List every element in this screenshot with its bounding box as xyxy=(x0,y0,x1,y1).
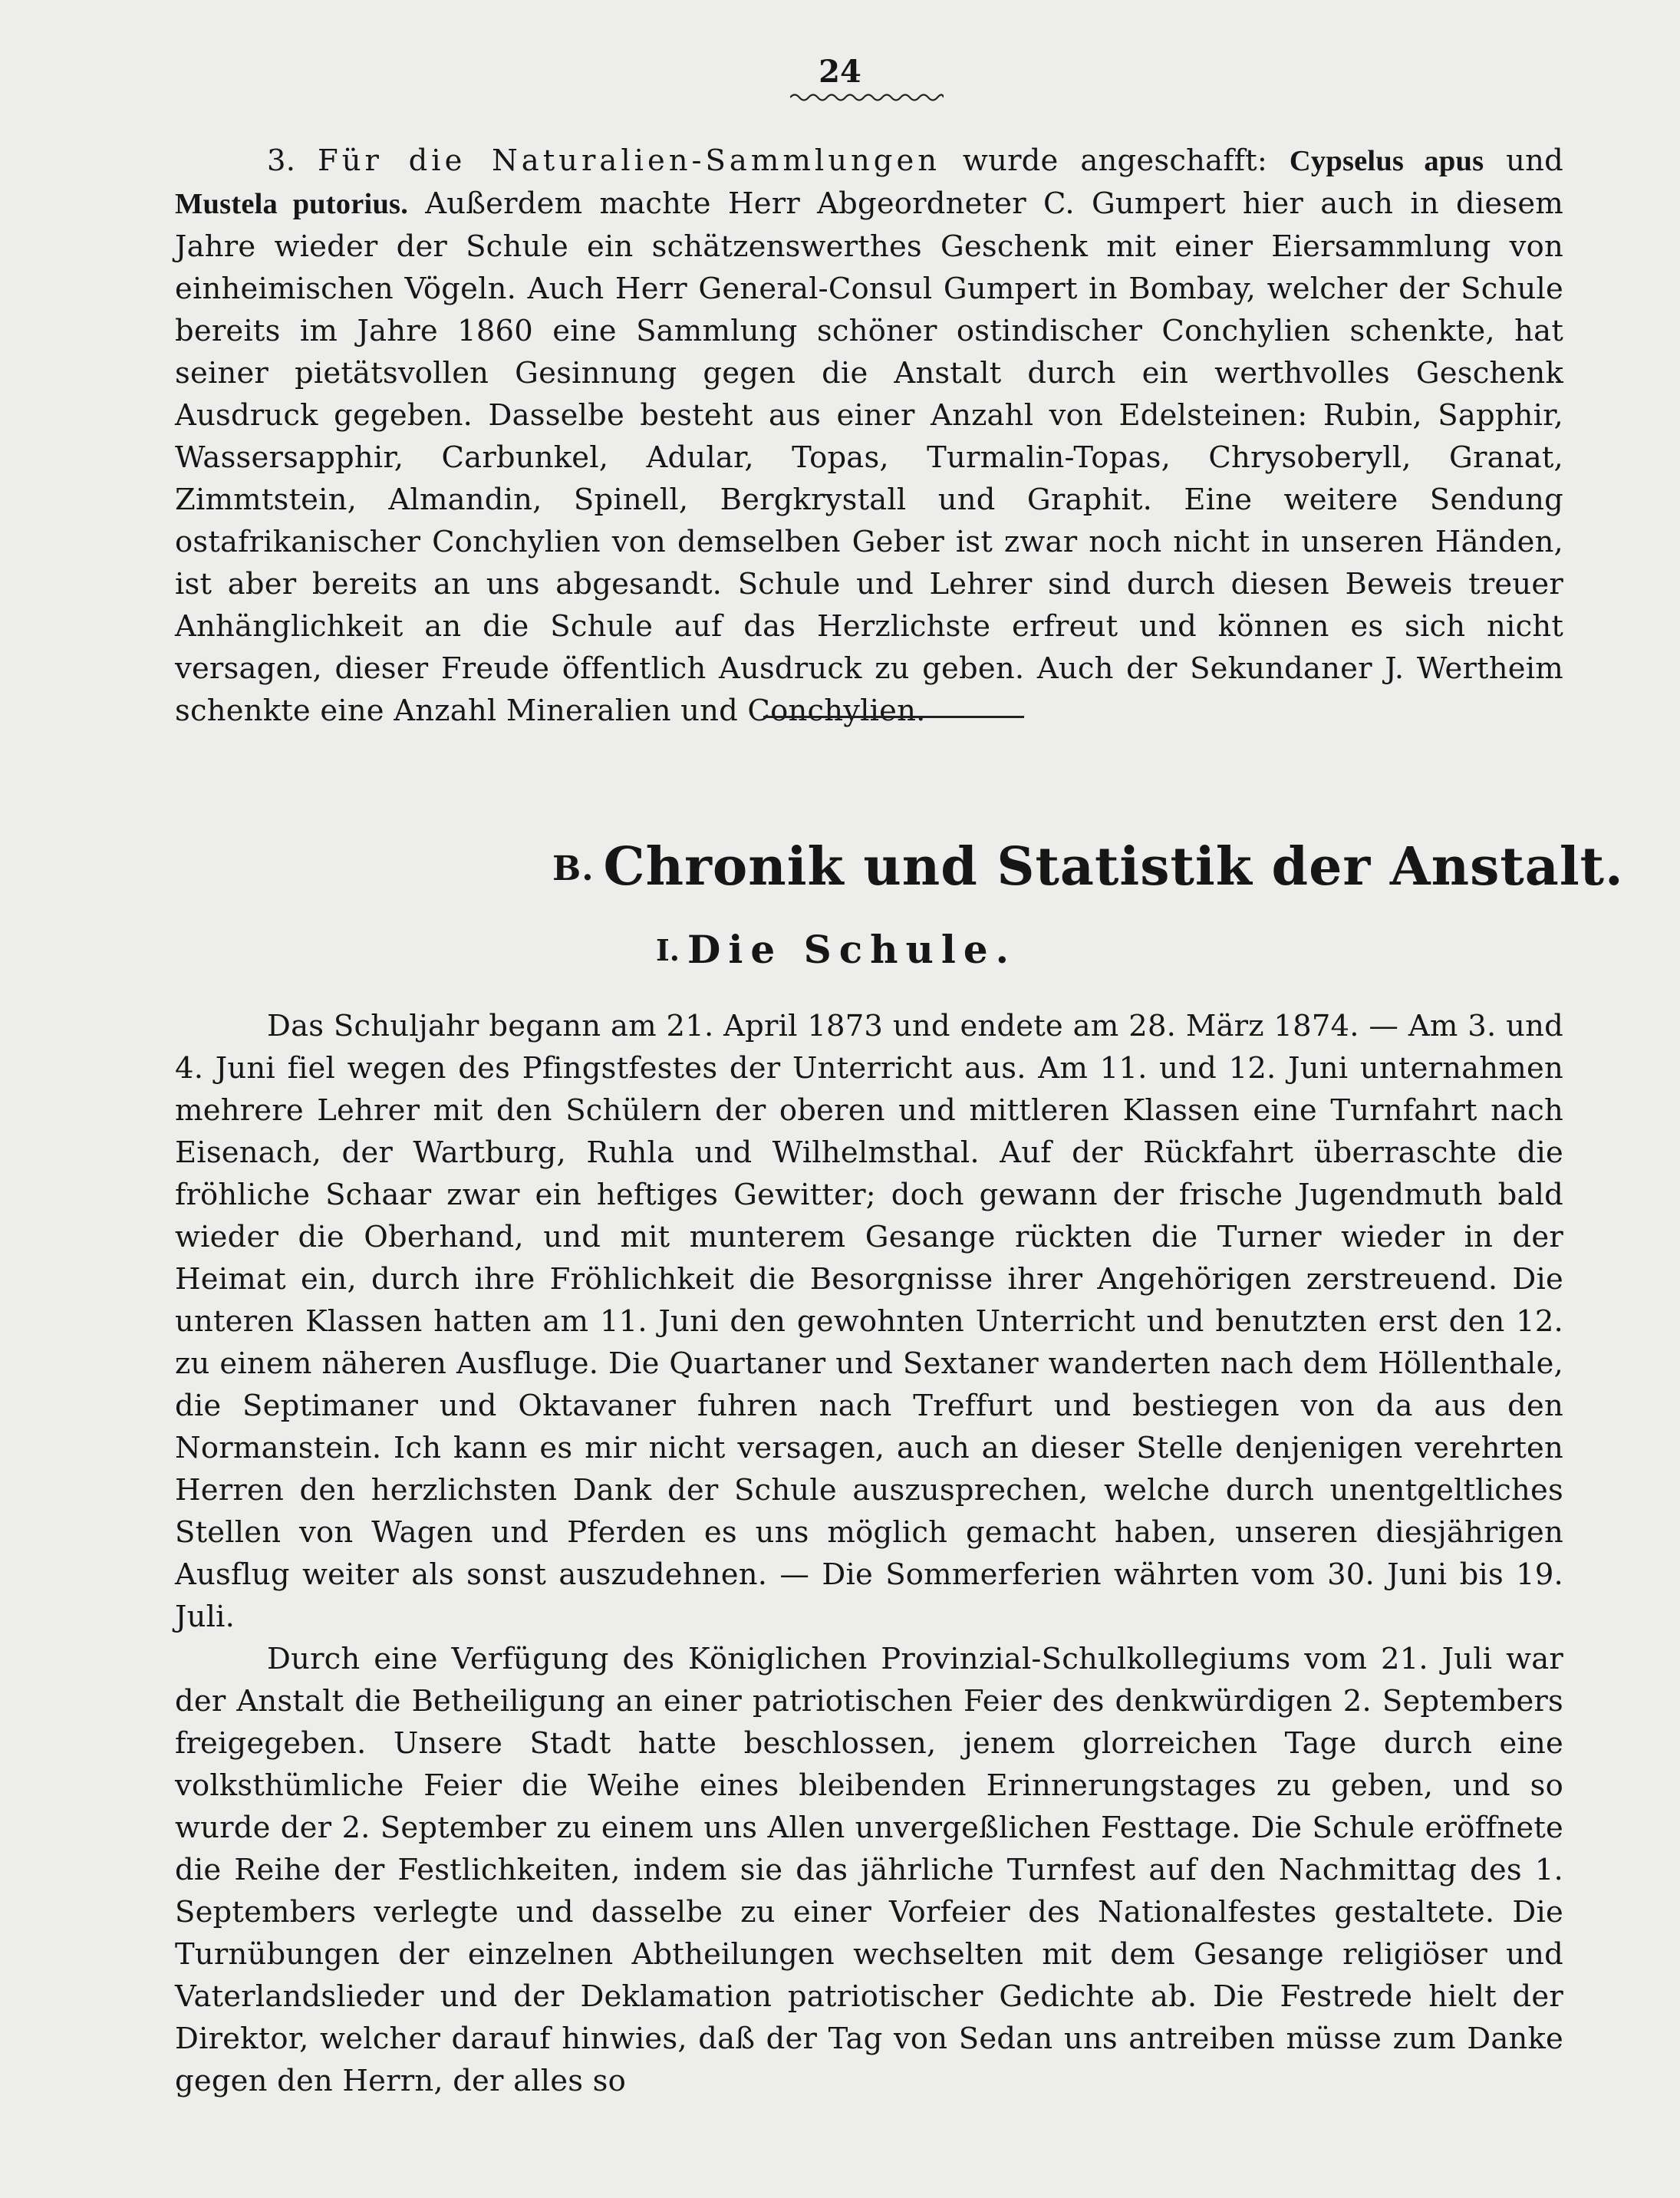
subsection-heading-schule xyxy=(656,927,1016,972)
schule-paragraph-2: Durch eine Verfügung des Königlichen Provinzial-Schulkollegiums vom 21. Juli war der Anstalt die Betheiligung an einer patriotischen Feier des denkwürdigen 2. Septembers freigegeben. Unsere Stadt hatte beschlossen, jenem glorreichen Tage durch eine volksthümliche Feier die Weihe eines bleibenden Erinnerungstages zu geben, und so wurde der 2. September zu einem uns Allen unvergeßlichen Festtage. Die Schule eröffnete die Reihe der Festlichkeiten, indem sie das jährliche Turnfest auf den Nachmittag des 1. Septembers verlegte und dasselbe zu einer Vorfeier des Nationalfestes gestaltete. Die Turnübungen der einzelnen Abtheilungen wechselten mit dem Gesange religiöser und Vaterlandslieder und der Deklamation patriotischer Gedichte ab. Die Festrede hielt der Direktor, welcher darauf hinwies, daß der Tag von Sedan uns antreiben müsse zum Danke gegen den Herrn, der alles so xyxy=(175,1642,1563,2098)
text-run: Mustela putorius. xyxy=(175,188,409,220)
text-run: und xyxy=(1484,143,1563,178)
naturalien-section xyxy=(175,140,1563,732)
section-heading-chronik xyxy=(552,836,1624,898)
text-run: wurde angeschafft: xyxy=(940,143,1290,178)
text-run: Cypselus apus xyxy=(1289,145,1484,177)
text-run: Für die Naturalien-Sammlungen xyxy=(318,143,941,178)
page-number-ornament xyxy=(790,91,944,104)
section-divider-rule xyxy=(763,716,1024,718)
section-letter: B. xyxy=(552,849,595,888)
subsection-letter: I. xyxy=(656,933,680,967)
naturalien-paragraph xyxy=(175,140,1563,732)
text-run: Außerdem machte Herr Abgeordneter C. Gumpert hier auch in diesem Jahre wieder der Schule ein schätzenswerthes Geschenk mit einer Eiersammlung von einheimischen Vögeln. Auch Herr General-Consul Gumpert in Bombay, welcher der Schule bereits im Jahre 1860 eine Sammlung schöner ostindischer Conchylien schenkte, hat seiner pietätsvollen Gesinnung gegen die Anstalt durch ein werthvolles Geschenk Ausdruck gegeben. Dasselbe besteht aus einer Anzahl von Edelsteinen: Rubin, Sapphir, Wassersapphir, Carbunkel, Adular, Topas, Turmalin-Topas, Chrysoberyll, Granat, Zimmtstein, Almandin, Spinell, Bergkrystall und Graphit. Eine weitere Sendung ostafrikanischer Conchylien von demselben Geber ist zwar noch nicht in unseren Händen, ist aber bereits an uns abgesandt. Schule und Lehrer sind durch diesen Beweis treuer Anhänglichkeit an die Schule auf das Herzlichste erfreut und können es sich nicht versagen, dieser Freude öffentlich Ausdruck zu geben. Auch der Sekundaner J. Wertheim schenkte eine Anzahl Mineralien und Conchylien. xyxy=(175,186,1564,728)
schule-section xyxy=(175,1005,1563,2102)
section-title: Chronik und Statistik der Anstalt. xyxy=(603,836,1624,898)
page-number: 24 xyxy=(819,54,861,90)
schule-paragraph-1: Das Schuljahr begann am 21. April 1873 und endete am 28. März 1874. — Am 3. und 4. Juni fiel wegen des Pfingstfestes der Unterricht aus. Am 11. und 12. Juni unternahmen mehrere Lehrer mit den Schülern der oberen und mittleren Klassen eine Turnfahrt nach Eisenach, der Wartburg, Ruhla und Wilhelmsthal. Auf der Rückfahrt überraschte die fröhliche Schaar zwar ein heftiges Gewitter; doch gewann der frische Jugendmuth bald wieder die Oberhand, und mit munterem Gesange rückten die Turner wieder in der Heimat ein, durch ihre Fröhlichkeit die Besorgnisse ihrer Angehörigen zerstreuend. Die unteren Klassen hatten am 11. Juni den gewohnten Unterricht und benutzten erst den 12. zu einem näheren Ausfluge. Die Quartaner und Sextaner wanderten nach dem Höllenthale, die Septimaner und Oktavaner fuhren nach Treffurt und bestiegen von da aus den Normanstein. Ich kann es mir nicht versagen, auch an dieser Stelle denjenigen verehrten Herren den herzlichsten Dank der Schule auszusprechen, welche durch unentgeltliches Stellen von Wagen und Pferden es uns möglich gemacht haben, unseren diesjährigen Ausflug weiter als sonst auszudehnen. — Die Sommerferien währten vom 30. Juni bis 19. Juli. xyxy=(175,1009,1563,1634)
text-run: 3. xyxy=(267,143,318,178)
subsection-title: Die Schule. xyxy=(687,927,1017,972)
